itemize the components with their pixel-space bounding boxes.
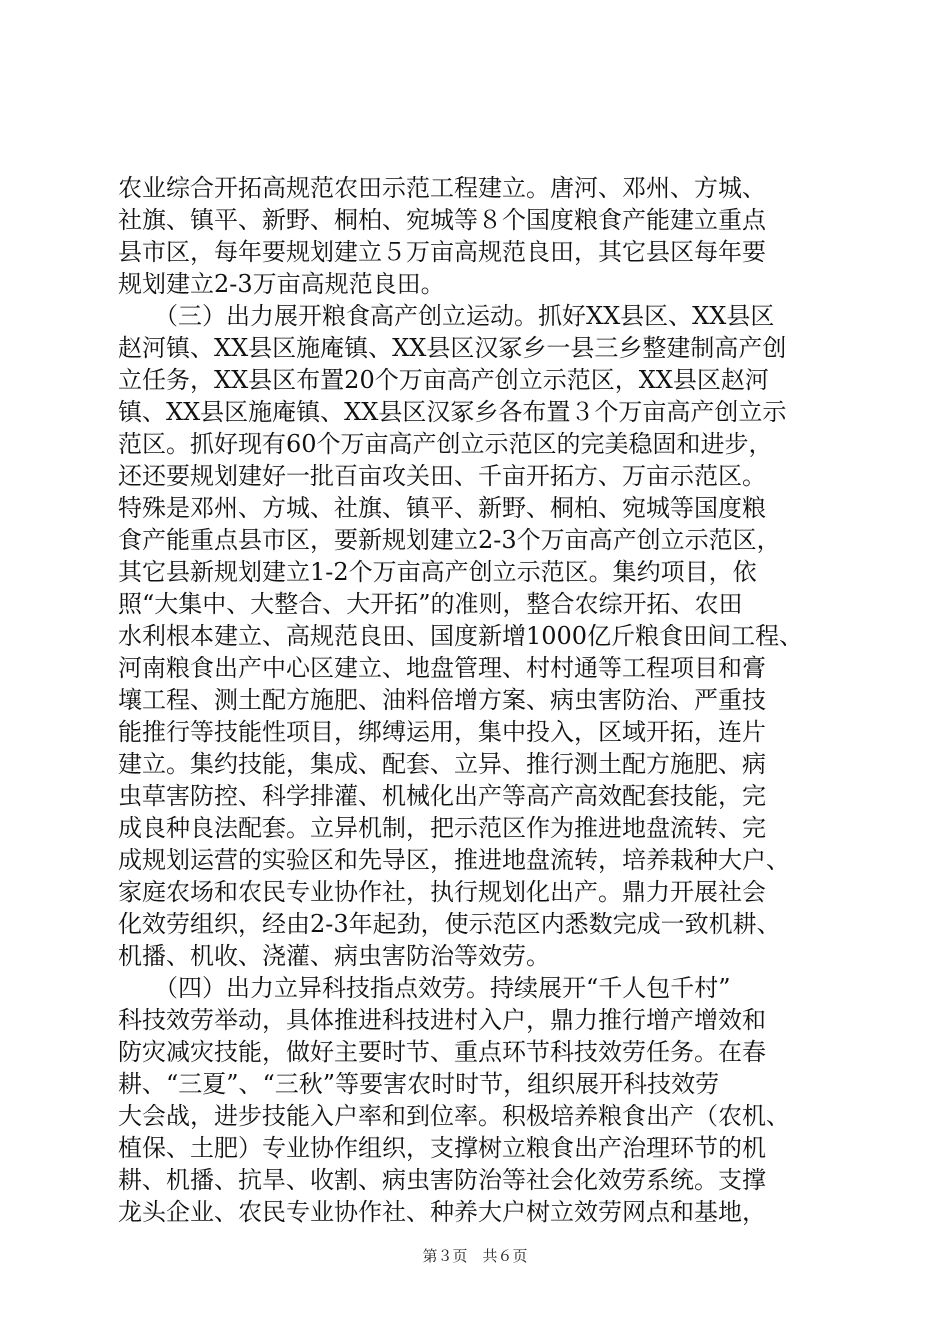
text-line: 水利根本建立、高规范良田、国度新增1000亿斤粮食田间工程、	[118, 622, 804, 650]
page-number-footer: 第３页 共６页	[422, 1247, 528, 1265]
text-line: 县市区，每年要规划建立５万亩高规范良田，其它县区每年要	[118, 238, 766, 266]
text-line: 还还要规划建好一批百亩攻关田、千亩开拓方、万亩示范区。	[118, 462, 766, 490]
text-line: 成规划运营的实验区和先导区，推进地盘流转，培养栽种大户、	[118, 846, 790, 874]
text-line: 特殊是邓州、方城、社旗、镇平、新野、桐柏、宛城等国度粮	[118, 494, 766, 522]
text-line: 耕、机播、抗旱、收割、病虫害防治等社会化效劳系统。支撑	[118, 1166, 766, 1194]
text-line: 家庭农场和农民专业协作社，执行规划化出产。鼎力开展社会	[118, 878, 766, 906]
text-line: （三）出力展开粮食高产创立运动。抓好XX县区、XX县区	[118, 302, 775, 330]
text-line: 大会战，进步技能入户率和到位率。积极培养粮食出产（农机、	[118, 1102, 790, 1130]
text-line: 其它县新规划建立1-2个万亩高产创立示范区。集约项目，依	[118, 558, 757, 586]
text-line: 成良种良法配套。立异机制，把示范区作为推进地盘流转、完	[118, 814, 766, 842]
text-line: 建立。集约技能，集成、配套、立异、推行测土配方施肥、病	[118, 750, 766, 778]
text-line: 食产能重点县市区，要新规划建立2-3个万亩高产创立示范区，	[118, 526, 781, 554]
text-line: 立任务，XX县区布置20个万亩高产创立示范区，XX县区赵河	[118, 366, 769, 394]
text-line: （四）出力立异科技指点效劳。持续展开“千人包千村”	[118, 974, 731, 1002]
text-line: 科技效劳举动，具体推进科技进村入户，鼎力推行增产增效和	[118, 1006, 766, 1034]
text-line: 防灾减灾技能，做好主要时节、重点环节科技效劳任务。在春	[118, 1038, 766, 1066]
text-line: 机播、机收、浇灌、病虫害防治等效劳。	[118, 942, 550, 970]
text-line: 植保、土肥）专业协作组织，支撑树立粮食出产治理环节的机	[118, 1134, 766, 1162]
text-line: 能推行等技能性项目，绑缚运用，集中投入，区域开拓，连片	[118, 718, 766, 746]
text-line: 社旗、镇平、新野、桐柏、宛城等８个国度粮食产能建立重点	[118, 206, 766, 234]
text-line: 镇、XX县区施庵镇、XX县区汉冢乡各布置３个万亩高产创立示	[118, 398, 787, 426]
text-line: 规划建立2-3万亩高规范良田。	[118, 270, 445, 298]
text-line: 化效劳组织，经由2-3年起劲，使示范区内悉数完成一致机耕、	[118, 910, 781, 938]
text-line: 河南粮食出产中心区建立、地盘管理、村村通等工程项目和膏	[118, 654, 766, 682]
text-line: 壤工程、测土配方施肥、油料倍增方案、病虫害防治、严重技	[118, 686, 766, 714]
text-line: 耕、“三夏”、“三秋”等要害农时时节，组织展开科技效劳	[118, 1070, 720, 1098]
text-line: 照“大集中、大整合、大开拓”的准则，整合农综开拓、农田	[118, 590, 743, 618]
text-line: 虫草害防控、科学排灌、机械化出产等高产高效配套技能，完	[118, 782, 766, 810]
text-line: 赵河镇、XX县区施庵镇、XX县区汉冢乡一县三乡整建制高产创	[118, 334, 787, 362]
text-line: 龙头企业、农民专业协作社、种养大户树立效劳网点和基地，	[118, 1198, 766, 1226]
text-line: 范区。抓好现有60个万亩高产创立示范区的完美稳固和进步，	[118, 430, 773, 458]
body-text	[118, 172, 840, 1228]
text-line: 农业综合开拓高规范农田示范工程建立。唐河、邓州、方城、	[118, 174, 766, 202]
